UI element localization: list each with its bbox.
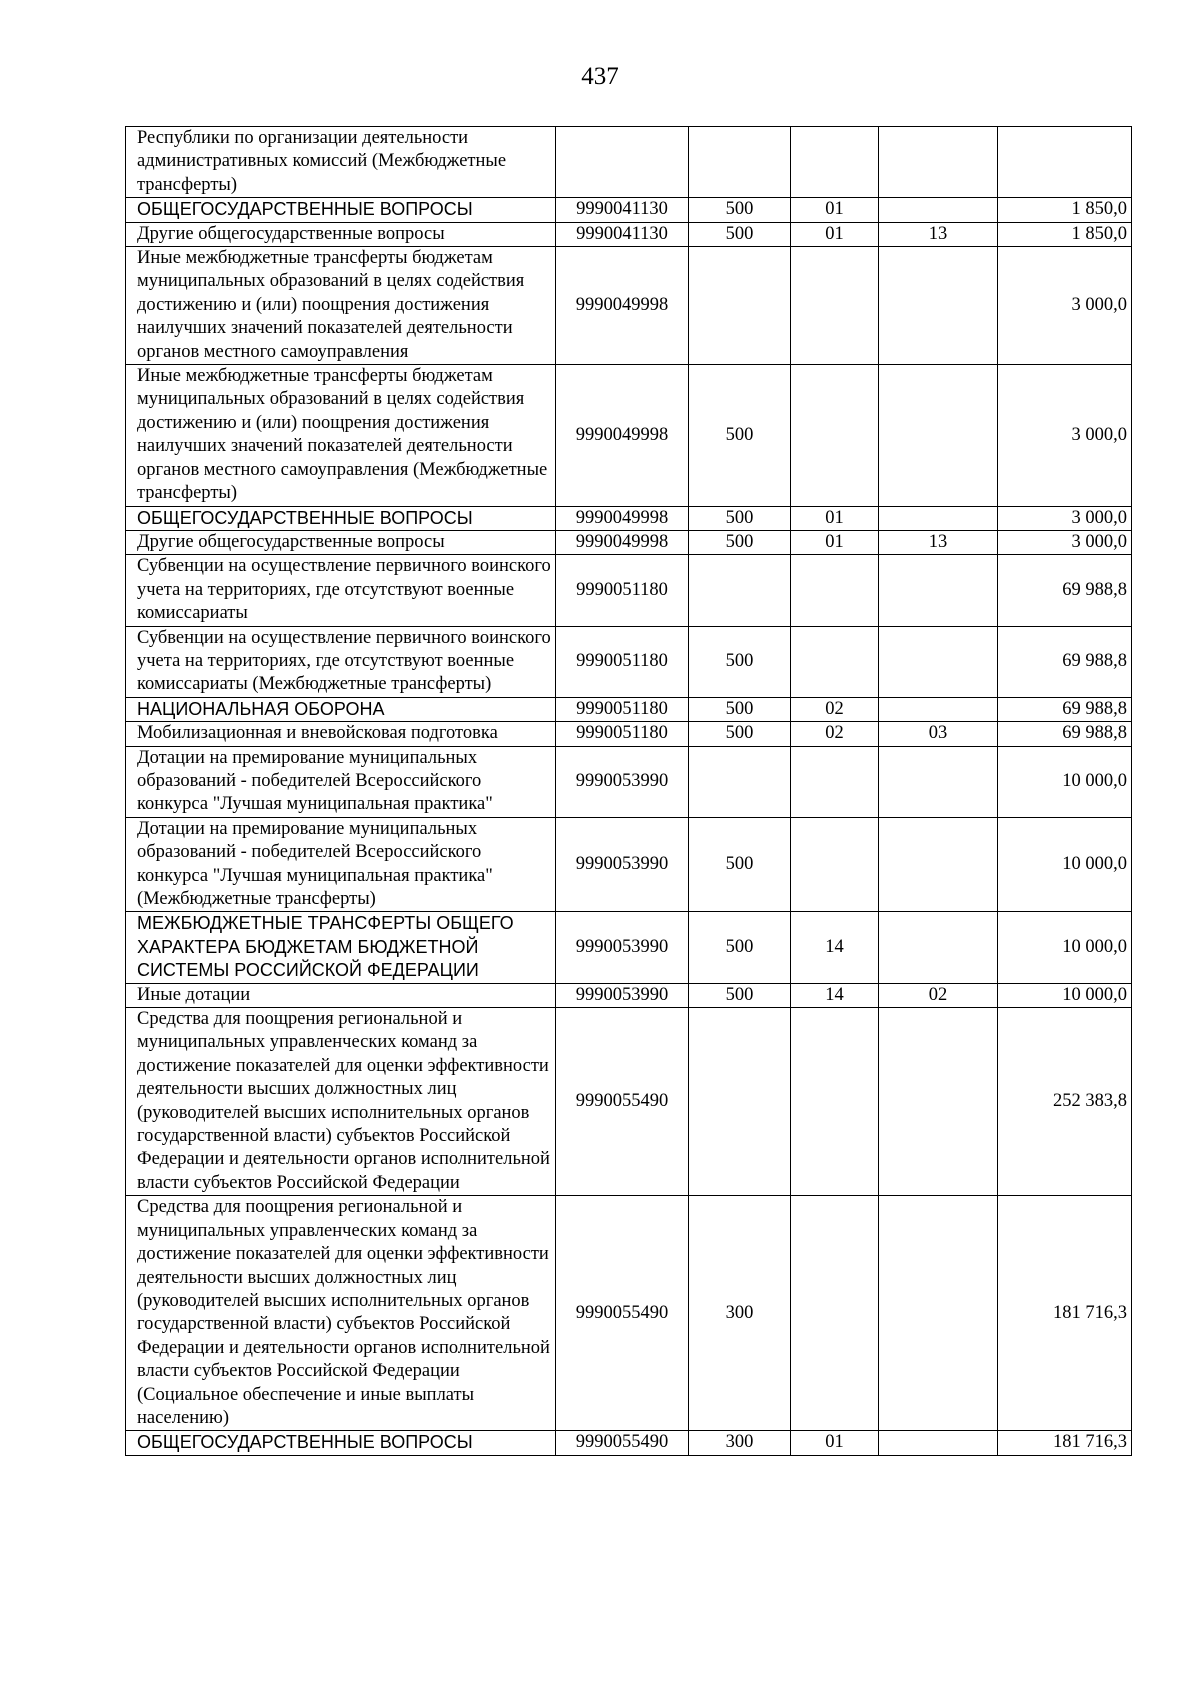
row-name-cell: Средства для поощрения региональной и муниципальных управленческих команд за достижение показателей для оценки эффективности деятельности высших должностных лиц (руководителей высших исполнительных органов государственной власти) субъектов Российской Федерации и деятельности органов исполнительной власти субъектов Российской Федерации <box>126 1008 556 1196</box>
row-code-cell: 9990053990 <box>556 817 689 912</box>
table-row <box>126 1196 1132 1431</box>
table-row <box>126 983 1132 1007</box>
row-name-cell: Средства для поощрения региональной и муниципальных управленческих команд за достижение показателей для оценки эффективности деятельности высших должностных лиц (руководителей высших исполнительных органов государственной власти) субъектов Российской Федерации и деятельности органов исполнительной власти субъектов Российской Федерации (Социальное обеспечение и иные выплаты населению) <box>126 1196 556 1431</box>
row-amount-cell: 10 000,0 <box>998 817 1132 912</box>
row-name-cell: Иные дотации <box>126 983 556 1007</box>
row-expense-type-cell: 500 <box>689 506 791 530</box>
row-code-cell: 9990049998 <box>556 365 689 506</box>
row-subsection-cell: 13 <box>879 530 998 554</box>
row-code-cell: 9990053990 <box>556 983 689 1007</box>
row-expense-type-cell: 500 <box>689 198 791 222</box>
row-subsection-cell <box>879 127 998 198</box>
row-amount-cell: 10 000,0 <box>998 912 1132 983</box>
table-row <box>126 555 1132 626</box>
row-subsection-cell <box>879 365 998 506</box>
table-row <box>126 530 1132 554</box>
row-expense-type-cell: 500 <box>689 817 791 912</box>
row-amount-cell: 1 850,0 <box>998 222 1132 246</box>
page-number: 437 <box>581 63 619 90</box>
row-code-cell: 9990051180 <box>556 697 689 721</box>
table-row <box>126 722 1132 746</box>
row-expense-type-cell: 500 <box>689 222 791 246</box>
row-amount-cell: 69 988,8 <box>998 626 1132 697</box>
table-row <box>126 198 1132 222</box>
row-name-cell: Дотации на премирование муниципальных образований - победителей Всероссийского конкурса "Лучшая муниципальная практика" (Межбюджетные трансферты) <box>126 817 556 912</box>
row-name-cell: Иные межбюджетные трансферты бюджетам муниципальных образований в целях содействия достижению и (или) поощрения достижения наилучших значений показателей деятельности органов местного самоуправления (Межбюджетные трансферты) <box>126 365 556 506</box>
row-name-cell: НАЦИОНАЛЬНАЯ ОБОРОНА <box>126 697 556 721</box>
row-expense-type-cell <box>689 127 791 198</box>
row-subsection-cell <box>879 198 998 222</box>
table-row <box>126 746 1132 817</box>
row-amount-cell: 3 000,0 <box>998 530 1132 554</box>
row-expense-type-cell: 300 <box>689 1196 791 1431</box>
row-expense-type-cell: 500 <box>689 912 791 983</box>
table-row <box>126 222 1132 246</box>
row-name-cell: ОБЩЕГОСУДАРСТВЕННЫЕ ВОПРОСЫ <box>126 1431 556 1455</box>
row-code-cell: 9990053990 <box>556 746 689 817</box>
table-row <box>126 506 1132 530</box>
row-code-cell <box>556 127 689 198</box>
row-subsection-cell <box>879 555 998 626</box>
row-name-cell: Субвенции на осуществление первичного воинского учета на территориях, где отсутствуют военные комиссариаты <box>126 555 556 626</box>
table-row <box>126 1008 1132 1196</box>
row-amount-cell: 252 383,8 <box>998 1008 1132 1196</box>
row-expense-type-cell: 300 <box>689 1431 791 1455</box>
row-subsection-cell <box>879 746 998 817</box>
row-name-cell: Мобилизационная и вневойсковая подготовка <box>126 722 556 746</box>
row-code-cell: 9990051180 <box>556 555 689 626</box>
row-code-cell: 9990053990 <box>556 912 689 983</box>
row-code-cell: 9990049998 <box>556 506 689 530</box>
row-section-cell <box>791 1196 879 1431</box>
row-amount-cell: 3 000,0 <box>998 506 1132 530</box>
row-section-cell <box>791 746 879 817</box>
row-section-cell: 14 <box>791 983 879 1007</box>
row-subsection-cell <box>879 247 998 365</box>
row-amount-cell: 3 000,0 <box>998 247 1132 365</box>
row-amount-cell: 69 988,8 <box>998 697 1132 721</box>
row-name-cell: Дотации на премирование муниципальных образований - победителей Всероссийского конкурса "Лучшая муниципальная практика" <box>126 746 556 817</box>
row-section-cell <box>791 247 879 365</box>
row-expense-type-cell: 500 <box>689 722 791 746</box>
budget-table <box>125 126 1132 1456</box>
row-section-cell: 02 <box>791 722 879 746</box>
row-subsection-cell <box>879 506 998 530</box>
row-name-cell: Другие общегосударственные вопросы <box>126 530 556 554</box>
row-section-cell <box>791 127 879 198</box>
row-expense-type-cell <box>689 247 791 365</box>
table-row <box>126 127 1132 198</box>
table-row <box>126 626 1132 697</box>
table-row <box>126 817 1132 912</box>
row-expense-type-cell: 500 <box>689 530 791 554</box>
row-expense-type-cell: 500 <box>689 983 791 1007</box>
row-code-cell: 9990055490 <box>556 1196 689 1431</box>
row-name-cell: Субвенции на осуществление первичного воинского учета на территориях, где отсутствуют военные комиссариаты (Межбюджетные трансферты) <box>126 626 556 697</box>
row-subsection-cell <box>879 912 998 983</box>
row-section-cell: 01 <box>791 222 879 246</box>
row-subsection-cell <box>879 1196 998 1431</box>
row-subsection-cell <box>879 697 998 721</box>
row-name-cell: ОБЩЕГОСУДАРСТВЕННЫЕ ВОПРОСЫ <box>126 506 556 530</box>
row-subsection-cell <box>879 817 998 912</box>
row-code-cell: 9990055490 <box>556 1008 689 1196</box>
row-subsection-cell <box>879 626 998 697</box>
row-section-cell: 14 <box>791 912 879 983</box>
row-section-cell: 01 <box>791 506 879 530</box>
row-subsection-cell: 13 <box>879 222 998 246</box>
row-subsection-cell: 03 <box>879 722 998 746</box>
row-code-cell: 9990055490 <box>556 1431 689 1455</box>
row-amount-cell <box>998 127 1132 198</box>
row-name-cell: Другие общегосударственные вопросы <box>126 222 556 246</box>
row-code-cell: 9990051180 <box>556 722 689 746</box>
row-section-cell: 02 <box>791 697 879 721</box>
row-name-cell: Иные межбюджетные трансферты бюджетам муниципальных образований в целях содействия достижению и (или) поощрения достижения наилучших значений показателей деятельности органов местного самоуправления <box>126 247 556 365</box>
row-amount-cell: 10 000,0 <box>998 746 1132 817</box>
row-expense-type-cell <box>689 555 791 626</box>
row-name-cell: Республики по организации деятельности административных комиссий (Межбюджетные трансферты) <box>126 127 556 198</box>
row-name-cell: МЕЖБЮДЖЕТНЫЕ ТРАНСФЕРТЫ ОБЩЕГО ХАРАКТЕРА БЮДЖЕТАМ БЮДЖЕТНОЙ СИСТЕМЫ РОССИЙСКОЙ ФЕДЕРАЦИИ <box>126 912 556 983</box>
row-amount-cell: 181 716,3 <box>998 1431 1132 1455</box>
row-subsection-cell <box>879 1008 998 1196</box>
table-row <box>126 697 1132 721</box>
row-code-cell: 9990041130 <box>556 222 689 246</box>
budget-table-body <box>126 127 1132 1456</box>
row-section-cell: 01 <box>791 1431 879 1455</box>
row-name-cell: ОБЩЕГОСУДАРСТВЕННЫЕ ВОПРОСЫ <box>126 198 556 222</box>
row-section-cell <box>791 817 879 912</box>
row-section-cell <box>791 626 879 697</box>
row-section-cell <box>791 555 879 626</box>
row-amount-cell: 1 850,0 <box>998 198 1132 222</box>
row-subsection-cell <box>879 1431 998 1455</box>
row-code-cell: 9990041130 <box>556 198 689 222</box>
row-expense-type-cell: 500 <box>689 365 791 506</box>
row-amount-cell: 3 000,0 <box>998 365 1132 506</box>
row-expense-type-cell <box>689 746 791 817</box>
row-amount-cell: 69 988,8 <box>998 722 1132 746</box>
row-code-cell: 9990049998 <box>556 530 689 554</box>
row-amount-cell: 181 716,3 <box>998 1196 1132 1431</box>
table-row <box>126 365 1132 506</box>
row-expense-type-cell: 500 <box>689 626 791 697</box>
table-row <box>126 912 1132 983</box>
row-section-cell: 01 <box>791 198 879 222</box>
row-section-cell <box>791 365 879 506</box>
row-expense-type-cell <box>689 1008 791 1196</box>
row-amount-cell: 10 000,0 <box>998 983 1132 1007</box>
row-code-cell: 9990051180 <box>556 626 689 697</box>
row-expense-type-cell: 500 <box>689 697 791 721</box>
row-section-cell: 01 <box>791 530 879 554</box>
table-row <box>126 1431 1132 1455</box>
row-amount-cell: 69 988,8 <box>998 555 1132 626</box>
row-section-cell <box>791 1008 879 1196</box>
row-subsection-cell: 02 <box>879 983 998 1007</box>
row-code-cell: 9990049998 <box>556 247 689 365</box>
table-row <box>126 247 1132 365</box>
